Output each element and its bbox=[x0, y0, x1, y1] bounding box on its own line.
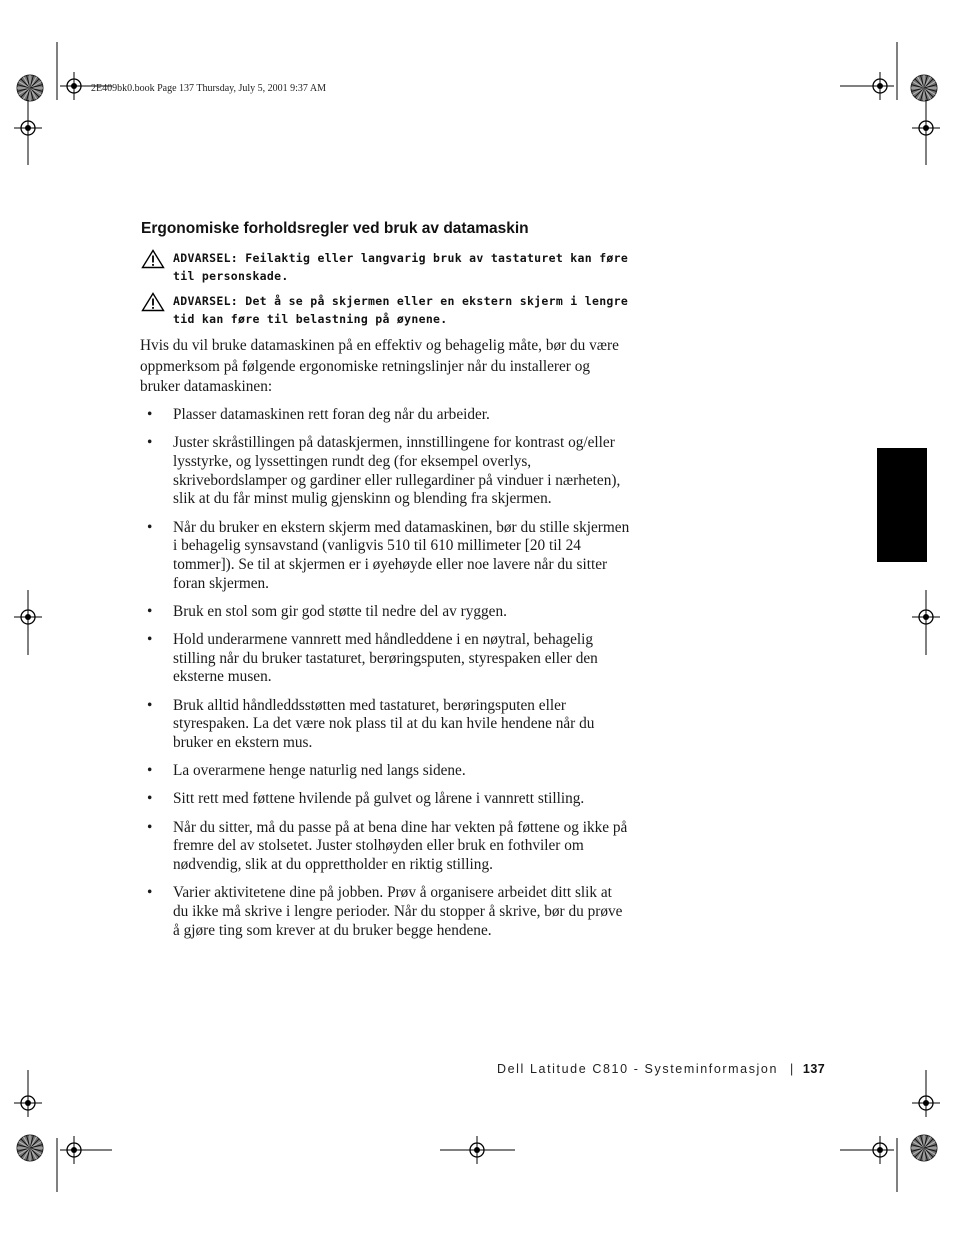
bullet-icon: • bbox=[147, 762, 153, 780]
warning-text-line: ADVARSEL: Det å se på skjermen eller en ekstern skjerm i lengre bbox=[173, 294, 629, 308]
chapter-thumb-tab bbox=[877, 448, 927, 562]
warning-text-line: tid kan føre til belastning på øynene. bbox=[173, 312, 448, 326]
bullet-icon: • bbox=[147, 406, 153, 423]
bullet-icon: • bbox=[147, 884, 153, 902]
warning-notice bbox=[141, 249, 641, 285]
bullet-icon: • bbox=[147, 434, 153, 452]
warning-triangle-icon bbox=[141, 249, 165, 269]
list-item-text: Når du bruker en ekstern skjerm med datamaskinen, bør du stille skjermen i behagelig synsavstand (vanligvis 510 til 610 millimeter [20 til 24 tommer]). Se til at skjermen er i øyehøyde eller noe lavere når du sitter foran skjermen. bbox=[173, 518, 630, 592]
list-item-text: Hold underarmene vannrett med håndleddene i en nøytral, behagelig stilling når du bruker tastaturet, berøringsputen, styrespaken eller den eksterne musen. bbox=[173, 631, 598, 686]
warning-notice bbox=[141, 292, 641, 328]
list-item-text: Plasser datamaskinen rett foran deg når du arbeider. bbox=[173, 406, 490, 423]
bullet-icon: • bbox=[147, 818, 153, 836]
bullet-icon: • bbox=[147, 631, 153, 649]
slug-line: 2E409bk0.book Page 137 Thursday, July 5, 2001 9:37 AM bbox=[91, 83, 326, 94]
guideline-list bbox=[140, 406, 630, 950]
page-footer bbox=[497, 1062, 825, 1076]
list-item-text: Bruk en stol som gir god støtte til nedre del av ryggen. bbox=[173, 602, 507, 620]
footer-separator: | bbox=[790, 1062, 795, 1076]
section-heading: Ergonomiske forholdsregler ved bruk av datamaskin bbox=[141, 220, 529, 237]
list-item bbox=[140, 603, 630, 622]
list-item bbox=[140, 884, 630, 940]
list-item bbox=[140, 631, 630, 687]
list-item bbox=[140, 406, 630, 425]
list-item-text: Sitt rett med føttene hvilende på gulvet og lårene i vannrett stilling. bbox=[173, 790, 585, 808]
list-item-text: Varier aktivitetene dine på jobben. Prøv å organisere arbeidet ditt slik at du ikke må skrive i lengre perioder. Når du stopper å skrive, bør du prøve å gjøre ting som krever at du bruker begge hendene. bbox=[173, 884, 623, 939]
list-item bbox=[140, 762, 630, 781]
list-item bbox=[140, 434, 630, 509]
bullet-icon: • bbox=[147, 790, 153, 808]
warning-triangle-icon bbox=[141, 292, 165, 312]
list-item-text: Når du sitter, må du passe på at bena dine har vekten på føttene og ikke på fremre del av stolsetet. Juster stolhøyden eller bruk en fothviler om nødvendig, slik at du opprettholder en riktig stilling. bbox=[173, 818, 628, 874]
bullet-icon: • bbox=[147, 602, 153, 620]
list-item-text: Bruk alltid håndleddsstøtten med tastaturet, berøringsputen eller styrespaken. La det være nok plass til at du kan hvile hendene når du bruker en ekstern mus. bbox=[173, 696, 595, 752]
page-number: 137 bbox=[802, 1062, 826, 1076]
warning-text-line: ADVARSEL: Feilaktig eller langvarig bruk av tastaturet kan føre bbox=[173, 251, 629, 265]
list-item-text: La overarmene henge naturlig ned langs sidene. bbox=[173, 762, 466, 780]
list-item bbox=[140, 519, 630, 594]
bullet-icon: • bbox=[147, 518, 153, 536]
list-item bbox=[140, 697, 630, 753]
footer-title: Dell Latitude C810 - Systeminformasjon bbox=[497, 1062, 779, 1076]
warning-text-line: til personskade. bbox=[173, 269, 289, 283]
bullet-icon: • bbox=[147, 696, 153, 714]
list-item bbox=[140, 819, 630, 875]
intro-paragraph: Hvis du vil bruke datamaskinen på en effektiv og behagelig måte, bør du være oppmerksom på følgende ergonomiske retningslinjer når du installerer og bruker datamaskinen: bbox=[140, 337, 619, 395]
list-item-text: Juster skråstillingen på dataskjermen, innstillingene for kontrast og/eller lysstyrke, og lyssettingen rundt deg (for eksempel overlys, skrivebordslamper og gardiner eller rullegardiner på vinduer i nærheten), slik at du får minst mulig gjenskinn og blending fra skjermen. bbox=[173, 434, 621, 508]
list-item bbox=[140, 790, 630, 809]
